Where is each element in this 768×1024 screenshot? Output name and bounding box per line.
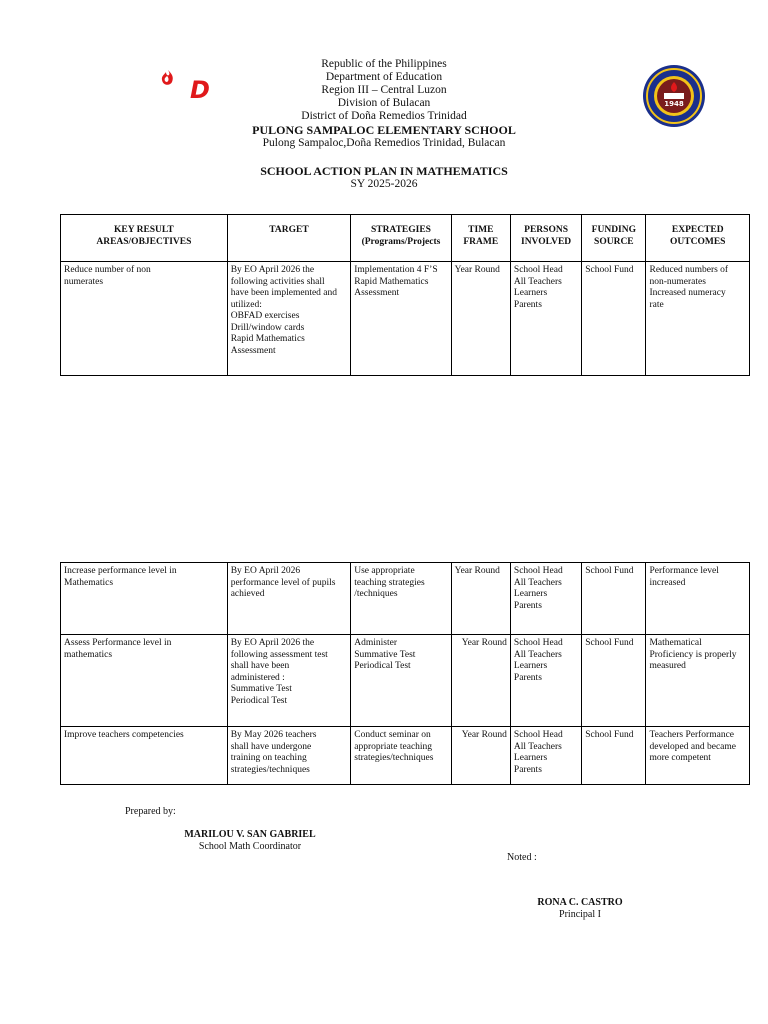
header-line-5: District of Doña Remedios Trinidad [301,110,467,122]
header-line-2: Department of Education [325,71,443,83]
preparer-block [170,829,330,853]
cell-outcomes: Performance level increased [646,563,750,635]
header-strategies: STRATEGIES (Programs/Projects [351,215,451,262]
cell-strategies: Conduct seminar on appropriate teaching strategies/techniques [351,727,451,785]
header-line-1: Republic of the Philippines [321,58,447,70]
table-header-row [61,215,750,262]
action-plan-table-continued [60,562,750,785]
cell-persons: School Head All Teachers Learners Parents [510,262,581,376]
approver-block [520,897,640,921]
header-target: TARGET [227,215,351,262]
preparer-title: School Math Coordinator [198,841,302,852]
preparer-name: MARILOU V. SAN GABRIEL [184,829,316,840]
cell-objective: Reduce number of non numerates [61,262,228,376]
cell-funding: School Fund [582,727,646,785]
action-plan-table [60,214,750,376]
noted-label: Noted : [507,852,537,863]
table-row [61,563,750,635]
cell-target: By May 2026 teachers shall have undergone training on teaching strategies/techniques [227,727,351,785]
cell-strategies: Administer Summative Test Periodical Test [351,635,451,727]
header-key-result: KEY RESULT AREAS/OBJECTIVES [61,215,228,262]
header-persons: PERSONS INVOLVED [510,215,581,262]
cell-persons: School Head All Teachers Learners Parents [510,727,581,785]
cell-time-frame: Year Round [451,727,510,785]
header-line-3: Region III – Central Luzon [321,84,447,96]
letterhead [184,58,584,191]
cell-outcomes: Reduced numbers of non-numerates Increased numeracy rate [646,262,750,376]
cell-time-frame: Year Round [451,635,510,727]
cell-objective: Improve teachers competencies [61,727,228,785]
cell-target: By EO April 2026 the following activities shall have been implemented and utilized: OBFAD exercises Drill/window cards Rapid Mathematics Assessment [227,262,351,376]
approver-name: RONA C. CASTRO [537,897,623,908]
document-title: SCHOOL ACTION PLAN IN MATHEMATICS [260,164,508,178]
prepared-by-label: Prepared by: [125,806,176,817]
header-outcomes: EXPECTED OUTCOMES [646,215,750,262]
seal-year: 1948 [664,100,684,108]
school-seal-icon [642,64,706,128]
table-row [61,635,750,727]
cell-strategies: Implementation 4 F’S Rapid Mathematics Assessment [351,262,451,376]
cell-outcomes: Teachers Performance developed and became more competent [646,727,750,785]
cell-time-frame: Year Round [451,262,510,376]
cell-strategies: Use appropriate teaching strategies /techniques [351,563,451,635]
approver-title: Principal I [559,909,601,920]
cell-target: By EO April 2026 performance level of pupils achieved [227,563,351,635]
header-time-frame: TIME FRAME [451,215,510,262]
header-funding: FUNDING SOURCE [582,215,646,262]
svg-text:D: D [190,76,210,104]
table-row [61,262,750,376]
cell-funding: School Fund [582,563,646,635]
cell-outcomes: Mathematical Proficiency is properly measured [646,635,750,727]
cell-objective: Increase performance level in Mathematics [61,563,228,635]
school-name: PULONG SAMPALOC ELEMENTARY SCHOOL [252,123,516,137]
cell-funding: School Fund [582,635,646,727]
cell-target: By EO April 2026 the following assessment test shall have been administered : Summative Test Periodical Test [227,635,351,727]
school-address: Pulong Sampaloc,Doña Remedios Trinidad, Bulacan [262,137,506,149]
cell-time-frame: Year Round [451,563,510,635]
cell-objective: Assess Performance level in mathematics [61,635,228,727]
table-row [61,727,750,785]
school-year: SY 2025-2026 [350,178,418,190]
header-line-4: Division of Bulacan [337,97,431,109]
cell-persons: School Head All Teachers Learners Parents [510,635,581,727]
cell-funding: School Fund [582,262,646,376]
cell-persons: School Head All Teachers Learners Parents [510,563,581,635]
